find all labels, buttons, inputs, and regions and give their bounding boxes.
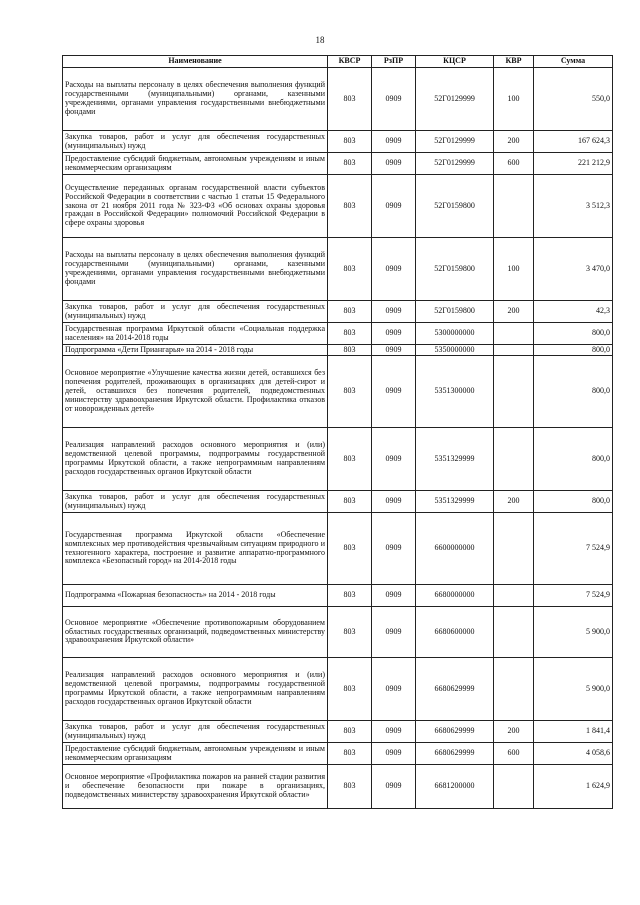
cell-kvsr: 803 — [328, 607, 372, 658]
cell-kvr: 200 — [494, 491, 534, 513]
cell-name: Основное мероприятие «Обеспечение противопожарным оборудованием областных государственных организаций, подведомственных министерству здравоохранения Иркутской области» — [63, 607, 328, 658]
cell-kcsr: 52Г0129999 — [416, 68, 494, 131]
cell-kcsr: 6680629999 — [416, 721, 494, 743]
cell-sum: 800,0 — [534, 356, 613, 428]
table-row — [63, 428, 613, 491]
cell-name: Государственная программа Иркутской области «Социальная поддержка населения» на 2014-2018 годы — [63, 323, 328, 345]
cell-sum: 42,3 — [534, 301, 613, 323]
table-row — [63, 301, 613, 323]
cell-sum: 1 841,4 — [534, 721, 613, 743]
cell-kvr: 600 — [494, 743, 534, 765]
cell-kcsr: 5350000000 — [416, 345, 494, 356]
header-sum: Сумма — [534, 56, 613, 68]
cell-name: Расходы на выплаты персоналу в целях обеспечения выполнения функций государственными (муниципальными) органами, казенными учреждениями, органами управления государственными внебюджетными фондами — [63, 68, 328, 131]
cell-kvr — [494, 607, 534, 658]
cell-rzpr: 0909 — [372, 491, 416, 513]
table-header-row — [63, 56, 613, 68]
cell-rzpr: 0909 — [372, 658, 416, 721]
cell-kcsr: 52Г0159800 — [416, 301, 494, 323]
table-row — [63, 491, 613, 513]
cell-name: Реализация направлений расходов основного мероприятия и (или) ведомственной целевой программы, подпрограммы государственной программы Иркутской области, а также непрограммным направлениям расходов государственных органов Иркутской области — [63, 658, 328, 721]
cell-kvsr: 803 — [328, 743, 372, 765]
cell-kcsr: 5300000000 — [416, 323, 494, 345]
cell-sum: 550,0 — [534, 68, 613, 131]
cell-rzpr: 0909 — [372, 131, 416, 153]
cell-kvsr: 803 — [328, 356, 372, 428]
header-name: Наименование — [63, 56, 328, 68]
cell-rzpr: 0909 — [372, 721, 416, 743]
cell-kcsr: 5351300000 — [416, 356, 494, 428]
cell-kcsr: 6680629999 — [416, 658, 494, 721]
cell-rzpr: 0909 — [372, 428, 416, 491]
table-row — [63, 607, 613, 658]
header-rzpr: РзПР — [372, 56, 416, 68]
cell-kvsr: 803 — [328, 721, 372, 743]
cell-kvsr: 803 — [328, 68, 372, 131]
cell-kvr — [494, 765, 534, 809]
cell-kvsr: 803 — [328, 765, 372, 809]
cell-name: Подпрограмма «Пожарная безопасность» на 2014 - 2018 годы — [63, 585, 328, 607]
table-row — [63, 658, 613, 721]
cell-rzpr: 0909 — [372, 68, 416, 131]
cell-kcsr: 5351329999 — [416, 491, 494, 513]
cell-rzpr: 0909 — [372, 513, 416, 585]
cell-sum: 3 512,3 — [534, 175, 613, 238]
cell-name: Подпрограмма «Дети Приангарья» на 2014 - 2018 годы — [63, 345, 328, 356]
table-row — [63, 68, 613, 131]
cell-rzpr: 0909 — [372, 301, 416, 323]
cell-sum: 167 624,3 — [534, 131, 613, 153]
cell-sum: 4 058,6 — [534, 743, 613, 765]
cell-name: Основное мероприятие «Профилактика пожаров на ранней стадии развития и обеспечение безопасности при пожаре в организациях, подведомственных министерству здравоохранения Иркутской области» — [63, 765, 328, 809]
cell-kvr: 600 — [494, 153, 534, 175]
table-row — [63, 238, 613, 301]
table-row — [63, 175, 613, 238]
page-number: 18 — [315, 35, 325, 45]
cell-kvr — [494, 658, 534, 721]
budget-table — [62, 55, 613, 809]
cell-sum: 800,0 — [534, 491, 613, 513]
table-row — [63, 513, 613, 585]
cell-kvsr: 803 — [328, 175, 372, 238]
cell-name: Расходы на выплаты персоналу в целях обеспечения выполнения функций государственными (муниципальными) органами, казенными учреждениями, органами управления государственными внебюджетными фондами — [63, 238, 328, 301]
cell-kvsr: 803 — [328, 513, 372, 585]
cell-name: Закупка товаров, работ и услуг для обеспечения государственных (муниципальных) нужд — [63, 131, 328, 153]
cell-sum: 800,0 — [534, 323, 613, 345]
cell-kvsr: 803 — [328, 238, 372, 301]
cell-sum: 800,0 — [534, 345, 613, 356]
cell-kvr: 200 — [494, 721, 534, 743]
cell-kcsr: 52Г0159800 — [416, 175, 494, 238]
cell-rzpr: 0909 — [372, 323, 416, 345]
cell-kvr — [494, 513, 534, 585]
cell-rzpr: 0909 — [372, 175, 416, 238]
cell-kcsr: 6680600000 — [416, 607, 494, 658]
cell-kvr — [494, 323, 534, 345]
cell-kcsr: 6680629999 — [416, 743, 494, 765]
table-row — [63, 765, 613, 809]
cell-kvr — [494, 585, 534, 607]
cell-name: Закупка товаров, работ и услуг для обеспечения государственных (муниципальных) нужд — [63, 721, 328, 743]
cell-rzpr: 0909 — [372, 607, 416, 658]
cell-sum: 3 470,0 — [534, 238, 613, 301]
cell-sum: 221 212,9 — [534, 153, 613, 175]
cell-sum: 5 900,0 — [534, 607, 613, 658]
cell-kcsr: 5351329999 — [416, 428, 494, 491]
cell-kcsr: 6600000000 — [416, 513, 494, 585]
cell-name: Реализация направлений расходов основного мероприятия и (или) ведомственной целевой программы, подпрограммы государственной программы Иркутской области, а также непрограммным направлениям расходов государственных органов Иркутской области — [63, 428, 328, 491]
cell-sum: 800,0 — [534, 428, 613, 491]
cell-name: Предоставление субсидий бюджетным, автономным учреждениям и иным некоммерческим организациям — [63, 153, 328, 175]
cell-rzpr: 0909 — [372, 765, 416, 809]
cell-kcsr: 52Г0129999 — [416, 131, 494, 153]
cell-rzpr: 0909 — [372, 356, 416, 428]
cell-kvr: 200 — [494, 301, 534, 323]
cell-kvr — [494, 428, 534, 491]
table-row — [63, 743, 613, 765]
table-body — [63, 68, 613, 809]
cell-kvr: 100 — [494, 238, 534, 301]
header-kvsr: КВСР — [328, 56, 372, 68]
cell-rzpr: 0909 — [372, 585, 416, 607]
cell-kvr — [494, 175, 534, 238]
table-row — [63, 721, 613, 743]
table-row — [63, 345, 613, 356]
cell-kcsr: 52Г0129999 — [416, 153, 494, 175]
cell-kvsr: 803 — [328, 585, 372, 607]
cell-name: Государственная программа Иркутской области «Обеспечение комплексных мер противодействия чрезвычайным ситуациям природного и техногенного характера, построение и развитие аппаратно-программного комплекса «Безопасный город» на 2014-2018 годы — [63, 513, 328, 585]
cell-rzpr: 0909 — [372, 743, 416, 765]
cell-sum: 7 524,9 — [534, 585, 613, 607]
cell-kvsr: 803 — [328, 658, 372, 721]
table-row — [63, 323, 613, 345]
cell-kvsr: 803 — [328, 153, 372, 175]
cell-kvr — [494, 356, 534, 428]
cell-kcsr: 52Г0159800 — [416, 238, 494, 301]
cell-kvr: 200 — [494, 131, 534, 153]
cell-kvsr: 803 — [328, 301, 372, 323]
cell-kvr — [494, 345, 534, 356]
cell-rzpr: 0909 — [372, 345, 416, 356]
cell-rzpr: 0909 — [372, 153, 416, 175]
cell-rzpr: 0909 — [372, 238, 416, 301]
header-kvr: КВР — [494, 56, 534, 68]
table-row — [63, 585, 613, 607]
cell-sum: 1 624,9 — [534, 765, 613, 809]
cell-kcsr: 6681200000 — [416, 765, 494, 809]
cell-kvsr: 803 — [328, 345, 372, 356]
cell-kvsr: 803 — [328, 428, 372, 491]
table-row — [63, 131, 613, 153]
cell-sum: 7 524,9 — [534, 513, 613, 585]
table-row — [63, 356, 613, 428]
cell-kvr: 100 — [494, 68, 534, 131]
cell-name: Закупка товаров, работ и услуг для обеспечения государственных (муниципальных) нужд — [63, 301, 328, 323]
cell-name: Закупка товаров, работ и услуг для обеспечения государственных (муниципальных) нужд — [63, 491, 328, 513]
cell-name: Основное мероприятие «Улучшение качества жизни детей, оставшихся без попечения родителей, проживающих в организациях для детей-сирот и детей, оставшихся без попечения родителей, подведомственных министерству здравоохранения Иркутской области. Профилактика отказов от новорожденных детей» — [63, 356, 328, 428]
cell-name: Предоставление субсидий бюджетным, автономным учреждениям и иным некоммерческим организациям — [63, 743, 328, 765]
header-kcsr: КЦСР — [416, 56, 494, 68]
cell-kcsr: 6680000000 — [416, 585, 494, 607]
cell-kvsr: 803 — [328, 323, 372, 345]
cell-kvsr: 803 — [328, 131, 372, 153]
cell-name: Осуществление переданных органам государственной власти субъектов Российской Федерации в соответствии с частью 1 статьи 15 Федерального закона от 21 ноября 2011 года № 323-ФЗ «Об основах охраны здоровья граждан в Российской Федерации» полномочий Российской Федерации в сфере охраны здоровья — [63, 175, 328, 238]
cell-sum: 5 900,0 — [534, 658, 613, 721]
cell-kvsr: 803 — [328, 491, 372, 513]
table-row — [63, 153, 613, 175]
